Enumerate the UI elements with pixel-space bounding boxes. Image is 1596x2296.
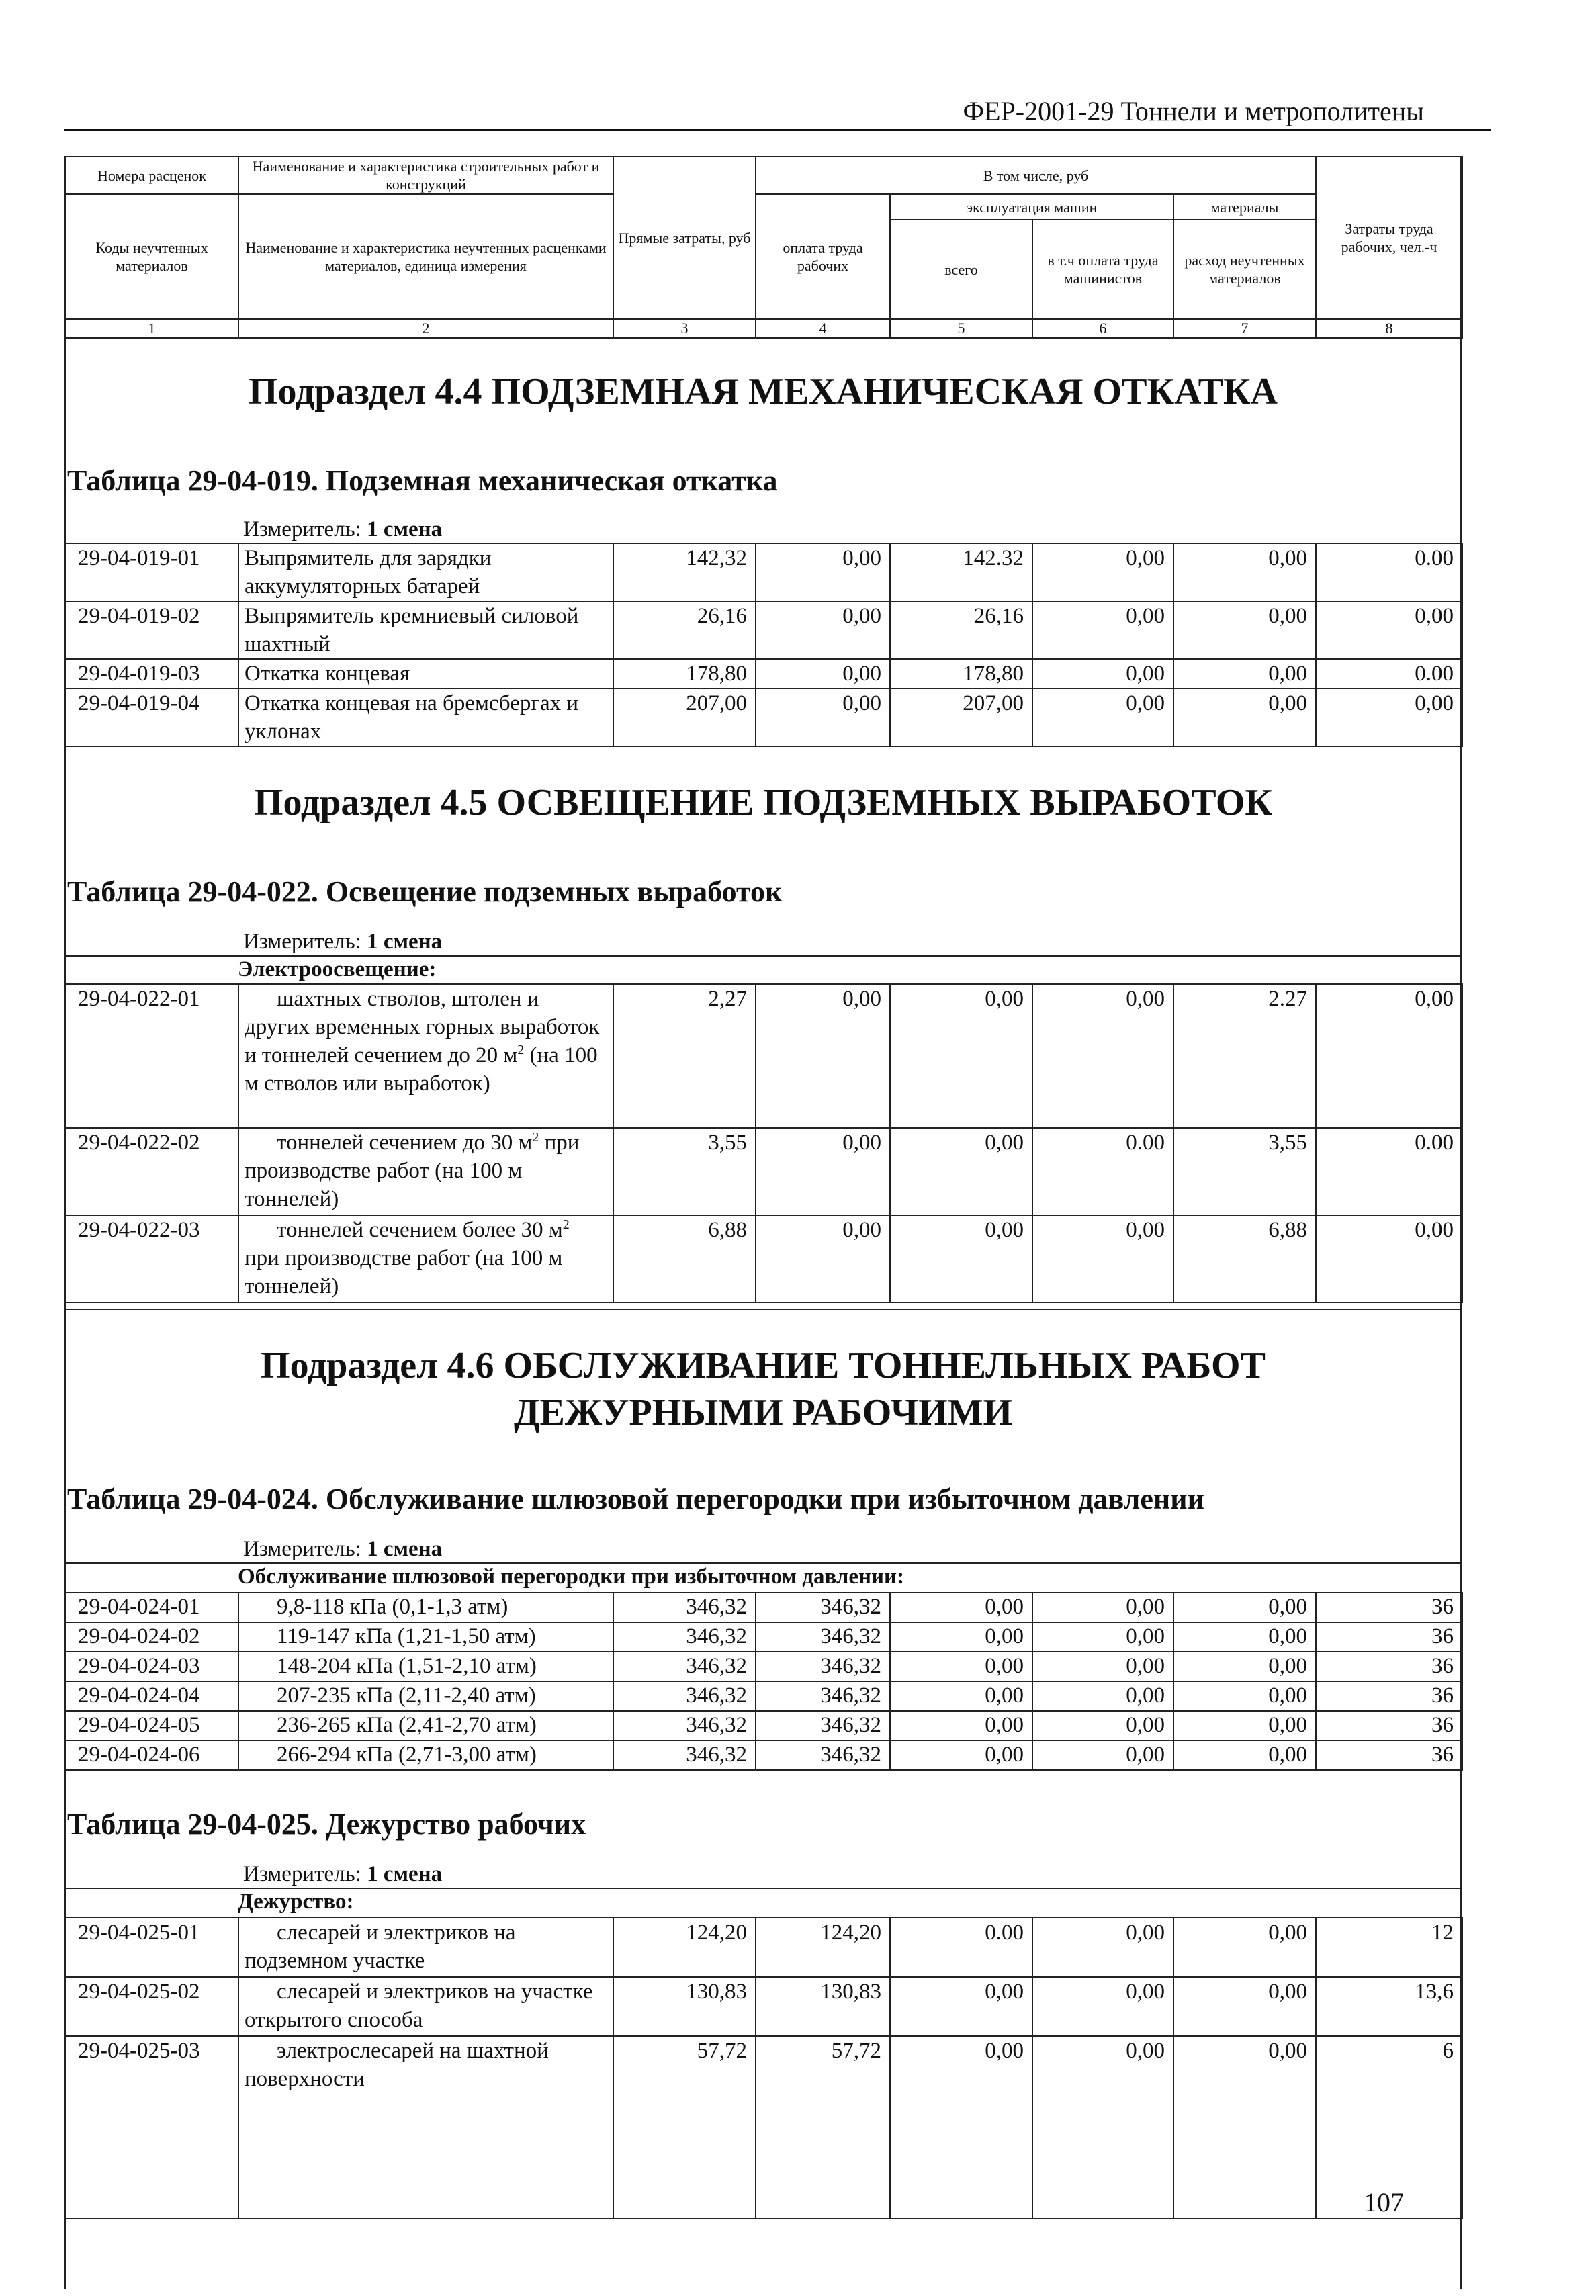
row-labor-pay: 346,32 — [756, 1681, 890, 1711]
table-row — [65, 1740, 1462, 1770]
row-materials: 6,88 — [1173, 1215, 1316, 1302]
row-description: 119-147 кПа (1,21-1,50 атм) — [238, 1622, 613, 1652]
group-heading: Дежурство: — [238, 1890, 354, 1914]
row-description: 207-235 кПа (2,11-2,40 атм) — [238, 1681, 613, 1711]
row-direct-costs: 130,83 — [613, 1977, 756, 2036]
measure-value: 1 смена — [367, 517, 443, 541]
header-labor-pay: оплата труда рабочих — [756, 194, 890, 319]
row-machines-total: 0,00 — [890, 2036, 1032, 2219]
row-labor-pay: 0,00 — [756, 1215, 890, 1302]
row-code: 29-04-022-02 — [65, 1128, 238, 1215]
table-title: Таблица 29-04-022. Освещение подземных выработок — [67, 875, 783, 908]
row-materials: 0,00 — [1173, 1681, 1316, 1711]
row-machines-total: 0,00 — [890, 1652, 1032, 1681]
table-row — [65, 1128, 1462, 1215]
row-description: 236-265 кПа (2,41-2,70 атм) — [238, 1711, 613, 1740]
measure-label: Измеритель: — [243, 930, 361, 954]
section-title: Подраздел 4.6 ОБСЛУЖИВАНИЕ ТОННЕЛЬНЫХ РАБОТ ДЕЖУРНЫМИ РАБОЧИМИ — [261, 1345, 1266, 1433]
row-description: 9,8-118 кПа (0,1-1,3 атм) — [238, 1593, 613, 1622]
row-machines-total: 0,00 — [890, 1215, 1032, 1302]
header-number: 1 — [65, 319, 238, 338]
section-title: Подраздел 4.5 ОСВЕЩЕНИЕ ПОДЗЕМНЫХ ВЫРАБОТОК — [253, 782, 1273, 824]
header-codes-top: Номера расценок — [65, 157, 238, 194]
header-number: 3 — [613, 319, 756, 338]
row-machinists-pay: 0,00 — [1032, 1977, 1173, 2036]
row-code: 29-04-025-01 — [65, 1918, 238, 1977]
row-labor-pay: 346,32 — [756, 1711, 890, 1740]
row-machines-total: 26,16 — [890, 601, 1032, 659]
row-direct-costs: 346,32 — [613, 1711, 756, 1740]
row-labor-pay: 0,00 — [756, 689, 890, 746]
table-row — [65, 984, 1462, 1128]
row-labor-pay: 0,00 — [756, 984, 890, 1128]
row-machines-total: 0,00 — [890, 1681, 1032, 1711]
row-direct-costs: 6,88 — [613, 1215, 756, 1302]
row-machines-total: 0,00 — [890, 1593, 1032, 1622]
measure-line — [243, 1861, 442, 1888]
page-number: 107 — [1364, 2187, 1404, 2217]
header-labor-cost: Затраты труда рабочих, чел.-ч — [1316, 157, 1462, 319]
row-description: Выпрямитель кремниевый силовой шахтный — [238, 601, 613, 659]
header-codes-bottom: Коды неучтенных материалов — [65, 194, 238, 319]
table-row — [65, 2036, 1462, 2219]
row-labor-pay: 124,20 — [756, 1918, 890, 1977]
table-29-04-025 — [64, 1917, 1463, 2219]
running-header: ФЕР-2001-29 Тоннели и метрополитены — [963, 96, 1424, 126]
measure-value: 1 смена — [367, 1537, 443, 1561]
row-labor-cost: 0.00 — [1316, 543, 1462, 601]
row-materials: 0,00 — [1173, 601, 1316, 659]
header-machinists-pay: в т.ч оплата труда машинистов — [1032, 220, 1173, 319]
row-materials: 0,00 — [1173, 659, 1316, 689]
row-machinists-pay: 0.00 — [1032, 1128, 1173, 1215]
row-labor-cost: 12 — [1316, 1918, 1462, 1977]
row-machines-total: 142.32 — [890, 543, 1032, 601]
row-machinists-pay: 0,00 — [1032, 1652, 1173, 1681]
table-row — [65, 1215, 1462, 1302]
row-labor-pay: 346,32 — [756, 1622, 890, 1652]
row-materials: 0,00 — [1173, 1622, 1316, 1652]
measure-label: Измеритель: — [243, 517, 361, 541]
row-labor-cost: 36 — [1316, 1652, 1462, 1681]
row-code: 29-04-024-06 — [65, 1740, 238, 1770]
row-labor-cost: 36 — [1316, 1622, 1462, 1652]
row-code: 29-04-024-03 — [65, 1652, 238, 1681]
measure-value: 1 смена — [367, 1862, 443, 1886]
table-row — [65, 1652, 1462, 1681]
row-code: 29-04-024-02 — [65, 1622, 238, 1652]
table-row — [65, 1681, 1462, 1711]
row-code: 29-04-024-05 — [65, 1711, 238, 1740]
row-machinists-pay: 0,00 — [1032, 543, 1173, 601]
row-labor-cost: 0.00 — [1316, 1128, 1462, 1215]
header-machines: эксплуатация машин — [890, 194, 1173, 220]
row-description: электрослесарей на шахтной поверхности — [238, 2036, 613, 2219]
table-29-04-022 — [64, 983, 1463, 1303]
row-machinists-pay: 0,00 — [1032, 1681, 1173, 1711]
row-description: тоннелей сечением более 30 $м^2$ при производстве работ (на 100 м тоннелей) — [238, 1215, 613, 1302]
row-direct-costs: 346,32 — [613, 1681, 756, 1711]
row-code: 29-04-025-02 — [65, 1977, 238, 2036]
table-row — [65, 543, 1462, 601]
row-direct-costs: 178,80 — [613, 659, 756, 689]
row-materials: 0,00 — [1173, 1740, 1316, 1770]
row-labor-pay: 0,00 — [756, 601, 890, 659]
group-heading: Электроосвещение: — [238, 957, 437, 981]
row-materials: 0,00 — [1173, 1652, 1316, 1681]
measure-line — [243, 516, 442, 543]
measure-line — [243, 1536, 442, 1562]
header-number: 7 — [1173, 319, 1316, 338]
row-machinists-pay: 0,00 — [1032, 689, 1173, 746]
table-row — [65, 1711, 1462, 1740]
row-code: 29-04-019-02 — [65, 601, 238, 659]
row-labor-cost: 36 — [1316, 1740, 1462, 1770]
table-title: Таблица 29-04-019. Подземная механическая откатка — [67, 464, 778, 497]
table-row — [65, 601, 1462, 659]
row-description: 266-294 кПа (2,71-3,00 атм) — [238, 1740, 613, 1770]
row-materials: 0,00 — [1173, 1977, 1316, 2036]
header-number: 8 — [1316, 319, 1462, 338]
column-header-table — [64, 156, 1463, 339]
row-machinists-pay: 0,00 — [1032, 601, 1173, 659]
row-code: 29-04-022-03 — [65, 1215, 238, 1302]
header-machines-total: всего — [890, 220, 1032, 319]
row-machinists-pay: 0,00 — [1032, 1740, 1173, 1770]
row-machinists-pay: 0,00 — [1032, 1593, 1173, 1622]
row-code: 29-04-022-01 — [65, 984, 238, 1128]
row-machines-total: 0,00 — [890, 1977, 1032, 2036]
table-row — [65, 689, 1462, 746]
row-machinists-pay: 0,00 — [1032, 1215, 1173, 1302]
row-direct-costs: 346,32 — [613, 1652, 756, 1681]
row-labor-pay: 57,72 — [756, 2036, 890, 2219]
row-labor-cost: 0,00 — [1316, 601, 1462, 659]
row-labor-pay: 346,32 — [756, 1740, 890, 1770]
group-heading: Обслуживание шлюзовой перегородки при избыточном давлении: — [238, 1564, 905, 1589]
measure-value: 1 смена — [367, 930, 443, 954]
table-row — [65, 1593, 1462, 1622]
row-labor-pay: 346,32 — [756, 1652, 890, 1681]
section-divider — [64, 746, 1462, 747]
measure-label: Измеритель: — [243, 1862, 361, 1886]
row-materials: 0,00 — [1173, 1918, 1316, 1977]
header-number: 4 — [756, 319, 890, 338]
header-names-top: Наименование и характеристика строительных работ и конструкций — [238, 157, 613, 194]
row-materials: 3,55 — [1173, 1128, 1316, 1215]
row-machines-total: 0,00 — [890, 984, 1032, 1128]
row-machinists-pay: 0,00 — [1032, 2036, 1173, 2219]
row-description: тоннелей сечением до 30 $м^2$ при производстве работ (на 100 м тоннелей) — [238, 1128, 613, 1215]
measure-line — [243, 928, 442, 955]
section-divider — [64, 1309, 1462, 1310]
row-direct-costs: 124,20 — [613, 1918, 756, 1977]
row-labor-pay: 0,00 — [756, 543, 890, 601]
row-description: Откатка концевая на бремсбергах и уклонах — [238, 689, 613, 746]
row-code: 29-04-024-01 — [65, 1593, 238, 1622]
header-number: 5 — [890, 319, 1032, 338]
table-row — [65, 1977, 1462, 2036]
row-description: шахтных стволов, штолен и других временных горных выработок и тоннелей сечением до 20 $м^2$ (на 100 м стволов или выработок) — [238, 984, 613, 1128]
row-code: 29-04-024-04 — [65, 1681, 238, 1711]
row-machines-total: 0,00 — [890, 1740, 1032, 1770]
row-labor-cost: 0,00 — [1316, 1215, 1462, 1302]
header-in-total: В том числе, руб — [756, 157, 1316, 194]
row-machinists-pay: 0,00 — [1032, 1622, 1173, 1652]
table-row — [65, 1622, 1462, 1652]
section-title: Подраздел 4.4 ПОДЗЕМНАЯ МЕХАНИЧЕСКАЯ ОТКАТКА — [249, 371, 1278, 412]
row-code: 29-04-019-04 — [65, 689, 238, 746]
header-names-bottom: Наименование и характеристика неучтенных расценками материалов, единица измерения — [238, 194, 613, 319]
running-header-rule — [64, 129, 1491, 131]
row-description: 148-204 кПа (1,51-2,10 атм) — [238, 1652, 613, 1681]
row-direct-costs: 346,32 — [613, 1740, 756, 1770]
row-direct-costs: 346,32 — [613, 1593, 756, 1622]
row-direct-costs: 2,27 — [613, 984, 756, 1128]
row-description: Откатка концевая — [238, 659, 613, 689]
row-labor-cost: 0,00 — [1316, 689, 1462, 746]
table-row — [65, 659, 1462, 689]
row-labor-pay: 130,83 — [756, 1977, 890, 2036]
table-row — [65, 1918, 1462, 1977]
header-number: 2 — [238, 319, 613, 338]
row-labor-pay: 0,00 — [756, 1128, 890, 1215]
row-machinists-pay: 0,00 — [1032, 659, 1173, 689]
row-machinists-pay: 0,00 — [1032, 1918, 1173, 1977]
row-labor-cost: 6 — [1316, 2036, 1462, 2219]
row-direct-costs: 26,16 — [613, 601, 756, 659]
row-machines-total: 0,00 — [890, 1711, 1032, 1740]
row-machines-total: 0,00 — [890, 1128, 1032, 1215]
row-labor-cost: 13,6 — [1316, 1977, 1462, 2036]
row-description: слесарей и электриков на участке открытого способа — [238, 1977, 613, 2036]
row-labor-cost: 36 — [1316, 1711, 1462, 1740]
row-direct-costs: 3,55 — [613, 1128, 756, 1215]
row-labor-pay: 0,00 — [756, 659, 890, 689]
row-materials: 0,00 — [1173, 1711, 1316, 1740]
header-number: 6 — [1032, 319, 1173, 338]
row-materials: 0,00 — [1173, 2036, 1316, 2219]
header-materials-use: расход неучтенных материалов — [1173, 220, 1316, 319]
row-materials: 2.27 — [1173, 984, 1316, 1128]
row-direct-costs: 142,32 — [613, 543, 756, 601]
header-direct-costs: Прямые затраты, руб — [613, 157, 756, 319]
table-29-04-019 — [64, 543, 1463, 747]
row-labor-cost: 36 — [1316, 1681, 1462, 1711]
row-machinists-pay: 0,00 — [1032, 984, 1173, 1128]
row-description: Выпрямитель для зарядки аккумуляторных батарей — [238, 543, 613, 601]
row-labor-cost: 36 — [1316, 1593, 1462, 1622]
row-labor-cost: 0,00 — [1316, 984, 1462, 1128]
table-title: Таблица 29-04-025. Дежурство рабочих — [67, 1808, 586, 1841]
row-code: 29-04-025-03 — [65, 2036, 238, 2219]
row-machines-total: 178,80 — [890, 659, 1032, 689]
row-machinists-pay: 0,00 — [1032, 1711, 1173, 1740]
row-labor-pay: 346,32 — [756, 1593, 890, 1622]
row-direct-costs: 57,72 — [613, 2036, 756, 2219]
row-code: 29-04-019-01 — [65, 543, 238, 601]
row-direct-costs: 207,00 — [613, 689, 756, 746]
measure-label: Измеритель: — [243, 1537, 361, 1561]
row-machines-total: 0,00 — [890, 1622, 1032, 1652]
row-direct-costs: 346,32 — [613, 1622, 756, 1652]
row-machines-total: 207,00 — [890, 689, 1032, 746]
row-materials: 0,00 — [1173, 689, 1316, 746]
table-29-04-024 — [64, 1592, 1463, 1771]
row-description: слесарей и электриков на подземном участке — [238, 1918, 613, 1977]
table-title: Таблица 29-04-024. Обслуживание шлюзовой перегородки при избыточном давлении — [67, 1483, 1204, 1515]
header-materials: материалы — [1173, 194, 1316, 220]
row-labor-cost: 0.00 — [1316, 659, 1462, 689]
row-materials: 0,00 — [1173, 1593, 1316, 1622]
row-materials: 0,00 — [1173, 543, 1316, 601]
row-code: 29-04-019-03 — [65, 659, 238, 689]
row-machines-total: 0.00 — [890, 1918, 1032, 1977]
